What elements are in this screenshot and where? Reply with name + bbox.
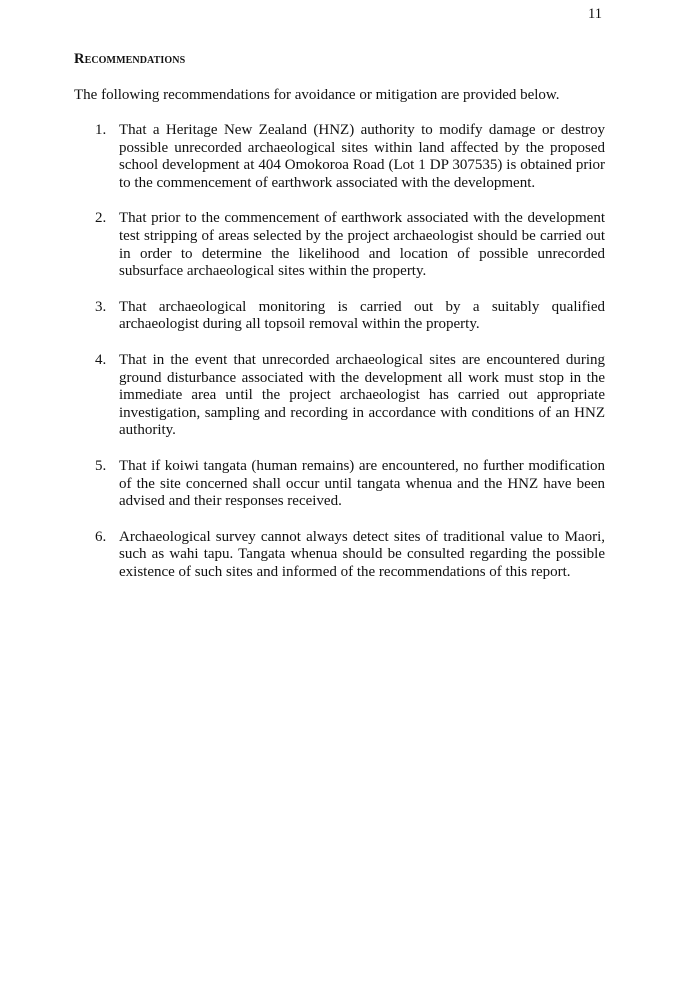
- recommendation-item: [74, 210, 605, 280]
- recommendation-text: Archaeological survey cannot always detect sites of traditional value to Maori, such as wahi tapu. Tangata whenua should be consulted regarding the possible existence of such sites and informed of the recommendations of this report.: [119, 528, 605, 580]
- recommendation-item: [74, 122, 605, 192]
- intro-paragraph: The following recommendations for avoidance or mitigation are provided below.: [74, 87, 560, 103]
- recommendation-number: 6.: [95, 528, 107, 545]
- section-heading: Recommendations: [74, 51, 186, 67]
- recommendation-number: 5.: [95, 457, 107, 474]
- recommendation-item: [74, 458, 605, 511]
- recommendation-item: [74, 529, 605, 582]
- recommendation-number: 2.: [95, 210, 107, 227]
- recommendation-item: [74, 352, 605, 440]
- recommendation-number: 3.: [95, 298, 107, 315]
- recommendation-item: [74, 299, 605, 334]
- recommendation-text: That a Heritage New Zealand (HNZ) authority to modify damage or destroy possible unrecorded archaeological sites within land affected by the proposed school development at 404 Omokoroa Road (Lot 1 DP 307535) is obtained prior to the commencement of earthwork associated with the development.: [119, 122, 605, 191]
- page-number: 11: [588, 6, 602, 22]
- recommendation-number: 4.: [95, 351, 107, 368]
- recommendation-number: 1.: [95, 122, 107, 138]
- recommendation-text: That archaeological monitoring is carried out by a suitably qualified archaeologist during all topsoil removal within the property.: [119, 298, 605, 333]
- recommendation-text: That prior to the commencement of earthwork associated with the development test stripping of areas selected by the project archaeologist should be carried out in order to determine the likelihood and location of possible unrecorded subsurface archaeological sites within the property.: [119, 210, 605, 280]
- recommendation-text: That if koiwi tangata (human remains) are encountered, no further modification of the site concerned shall occur until tangata whenua and the HNZ have been advised and their responses received.: [119, 457, 605, 510]
- recommendation-text: That in the event that unrecorded archaeological sites are encountered during ground disturbance associated with the development all work must stop in the immediate area until the project archaeologist has carried out appropriate investigation, sampling and recording in accordance with conditions of an HNZ authority.: [119, 351, 605, 439]
- recommendations-list: [74, 122, 605, 599]
